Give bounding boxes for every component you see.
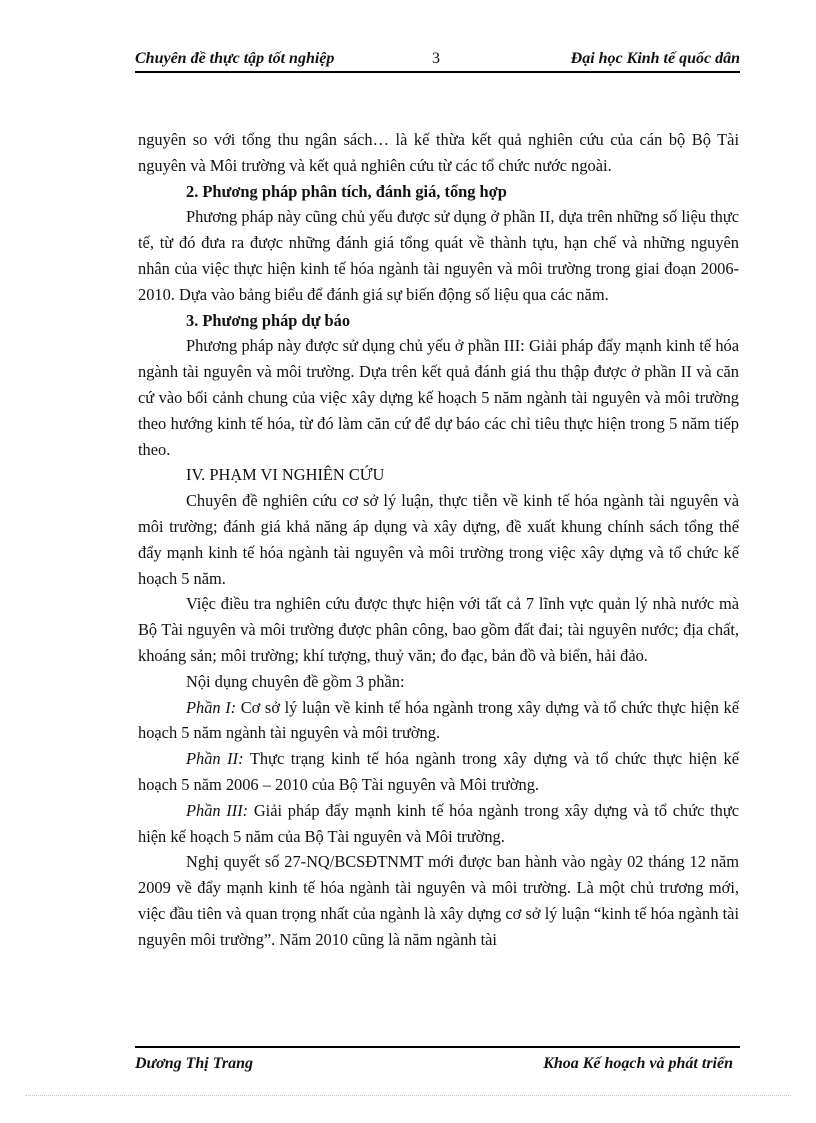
paragraph-resolution: Nghị quyết số 27-NQ/BCSĐTNMT mới được ban hành vào ngày 02 tháng 12 năm 2009 về đẩy mạnh kinh tế hóa ngành tài nguyên và môi trường. Là một chủ trương mới, việc đầu tiên và quan trọng nhất của ngành là xây dựng cơ sở lý luận “kinh tế hóa ngành tài nguyên môi trường”. Năm 2010 cũng là năm ngành tài [138,852,739,949]
page-edge-divider [25,1095,791,1096]
paragraph-scope-1: Chuyên đề nghiên cứu cơ sở lý luận, thực tiễn về kinh tế hóa ngành tài nguyên và môi trường; đánh giá khả năng áp dụng và xây dựng, đề xuất khung chính sách tổng thể đẩy mạnh kinh tế hóa ngành tài nguyên và môi trường trong việc xây dựng và tổ chức kế hoạch 5 năm. [138,491,739,588]
paragraph-forecast-method: Phương pháp này được sử dụng chủ yếu ở phần III: Giải pháp đẩy mạnh kinh tế hóa ngành tài nguyên và môi trường. Dựa trên kết quả đánh giá thu thập được ở phần II và căn cứ vào bối cảnh chung của việc xây dựng kế hoạch 5 năm ngành tài nguyên và môi trường theo hướng kinh tế hóa, từ đó làm căn cứ để dự báo các chỉ tiêu thực hiện trong 5 năm tiếp theo. [138,336,739,459]
paragraph-scope-2: Việc điều tra nghiên cứu được thực hiện với tất cả 7 lĩnh vực quản lý nhà nước mà Bộ Tài nguyên và môi trường được phân công, bao gồm đất đai; tài nguyên nước; địa chất, khoáng sản; môi trường; khí tượng, thuỷ văn; đo đạc, bản đồ và biển, hải đảo. [138,594,739,665]
part-3-label: Phần III: [186,800,249,820]
heading-forecast-method: 3. Phương pháp dự báo [186,310,351,330]
header-university: Đại học Kinh tế quốc dân [570,50,740,67]
part-2-label: Phần II: [186,749,244,769]
part-1-text: Cơ sở lý luận về kinh tế hóa ngành trong xây dựng và tổ chức thực hiện kế hoạch 5 năm ngành tài nguyên và môi trường. [138,697,739,743]
paragraph-contents-intro: Nội dụng chuyên đề gồm 3 phần: [186,671,405,691]
part-1-label: Phần I: [186,697,237,717]
paragraph-part-2 [138,746,739,798]
page-header [135,50,740,72]
page-number: 3 [432,50,440,67]
paragraph-part-1 [138,695,739,747]
paragraph-continuation: nguyên so với tổng thu ngân sách… là kế thừa kết quả nghiên cứu của cán bộ Bộ Tài nguyên và Môi trường và kết quả nghiên cứu từ các tổ chức nước ngoài. [138,130,739,175]
paragraph-part-3 [138,798,739,850]
footer-faculty: Khoa Kế hoạch và phát triển [543,1055,733,1072]
document-body [138,127,739,953]
part-2-text: Thực trạng kinh tế hóa ngành trong xây dựng và tổ chức thực hiện kế hoạch 5 năm 2006 – 2010 của Bộ Tài nguyên và Môi trường. [138,749,739,794]
section-heading-scope: IV. PHẠM VI NGHIÊN CỨU [186,465,385,485]
page-footer [135,1055,733,1077]
header-document-title: Chuyên đề thực tập tốt nghiệp [135,50,335,67]
footer-author: Dương Thị Trang [135,1055,254,1072]
paragraph-analysis-method: Phương pháp này cũng chủ yếu được sử dụng ở phần II, dựa trên những số liệu thực tế, từ đó đưa ra được những đánh giá tổng quát về thành tựu, hạn chế và những nguyên nhân của việc thực hiện kinh tế hóa ngành tài nguyên và môi trường trong giai đoạn 2006-2010. Dựa vào bảng biểu để đánh giá sự biến động số liệu qua các năm. [138,207,739,304]
part-3-text: Giải pháp đẩy mạnh kinh tế hóa ngành trong xây dựng và tổ chức thực hiện kế hoạch 5 năm của Bộ Tài nguyên và Môi trường. [138,800,739,846]
footer-rule [135,1046,740,1048]
heading-analysis-method: 2. Phương pháp phân tích, đánh giá, tổng hợp [186,181,507,201]
header-rule [135,71,740,73]
